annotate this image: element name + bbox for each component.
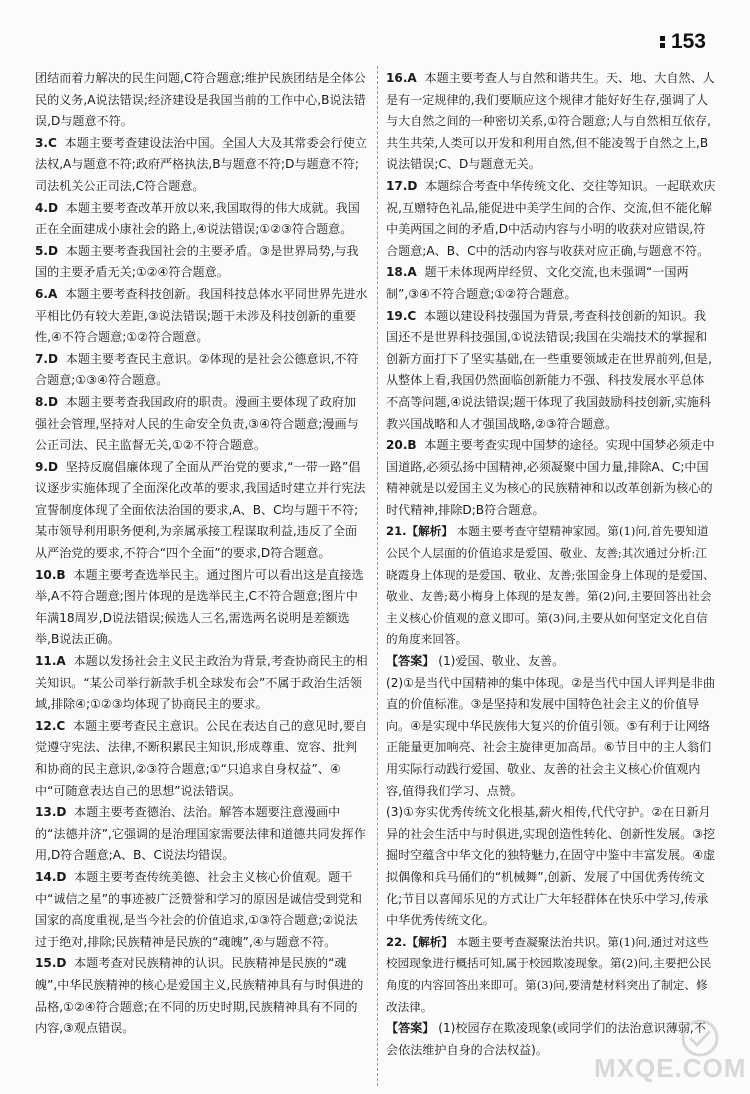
answer-text: 本题主要考查人与自然和谐共生。天、地、大自然、人是有一定规律的,我们要顺应这个规律才能好好生存,强调了人与大自然之间的一种密切关系,①符合题意;人与自然相互依存,共生共荣,人类可以开发和利用自然,但不能凌驾于自然之上,B说法错误;C、D与题意无关。 [386,71,715,172]
page-marker-icon [660,35,665,49]
answer-text: (1)爱国、敬业、友善。 (2)①是当代中国精神的集中体现。②是当代中国人评判是非曲直的价值标准。③是坚持和发展中国特色社会主义的价值导向。④是实现中华民族伟大复兴的价值引领。⑤有利于让网络正能量更加响亮、社会主旋律更加高昂。⑥节目中的主人翁们用实际行动践行爱国、敬业、友善的社会主义核心价值观内容,值得我们学习、点赞。 (3)①夯实优秀传统文化根基,薪火相传,代代守护。②在日新月异的社会生活中与时俱进,实现创造性转化、创新性发展。③挖掘时空蕴含中华文化的独特魅力,在固守中鉴中丰富发展。④虚拟偶像和兵马俑们的“机械舞”,创新、发展了中国优秀传统文化;节目以喜闻乐见的方式让广大年轻群体在快乐中学习,传承中华优秀传统文化。 [386,654,716,928]
answer-text: 本题以建设科技强国为背景,考查科技创新的知识。我国还不是世界科技强国,①说法错误;我国在尖端技术的掌握和创新方面打下了坚实基础,在一些重要领域走在世界前列,但是,从整体上看,我国仍然面临创新能力不强、科技发展水平总体不高等问题,④说法错误;题干体现了我国鼓励科技创新,实施科教兴国战略和人才强国战略,②③符合题意。 [386,308,712,431]
analysis-text: 本题主要考查凝聚法治共识。第(1)问,通过对这些校园现象进行概括可知,属于校园欺凌现象。第(2)问,主要把公民角度的内容回答出来即可。第(3)问,要清楚材料突出了制定、修改法律。 [386,934,712,1014]
answer-item [35,565,368,651]
q21-analysis [386,521,716,651]
answer-number: 19.C [386,308,417,323]
answer-text: 本题主要考查选举民主。通过图片可以看出这是直接选举,A不符合题意;图片体现的是选举民主,C不符合题意;图片中年满18周岁,D说法错误;候选人三名,需选两名说明是差额选举,B说法正确。 [35,567,364,647]
answer-circle-logo-icon [670,1018,730,1058]
watermark-text: MXQE.COM [594,1053,747,1083]
answer-number: 17.D [386,178,418,193]
answer-text: 本题主要考查实现中国梦的途径。实现中国梦必须走中国道路,必须弘扬中国精神,必须凝聚中国力量,排除A、C;中国精神就是以爱国主义为核心的民族精神和以改革创新为核心的时代精神,排除D;B符合题意。 [386,438,715,517]
answer-number: 12.C [35,718,66,733]
answer-item [35,241,368,284]
answer-text: 本题主要考查改革开放以来,我国取得的伟大成就。我国正在全面建成小康社会的路上,④说法错误;①②③符合题意。 [35,200,360,237]
answer-number: 16.A [386,71,417,85]
answer-text: 团结而着力解决的民生问题,C符合题意;维护民族团结是全体公民的义务,A说法错误;经济建设是我国当前的工作中心,B说法错误,D与题意不符。 [35,71,366,129]
answer-item [35,133,368,198]
answer-tag: 【答案】 [386,654,435,669]
answer-item [35,802,368,867]
answer-number: 15.D [35,956,67,971]
answer-item [386,176,716,262]
answer-item [35,716,368,802]
answer-item [35,349,368,392]
answer-item [35,392,368,457]
left-column [35,68,368,1061]
answer-number: 21. [386,524,407,539]
answer-number: 7.D [35,351,59,366]
answer-item [35,1040,368,1062]
analysis-tag: 【解析】 [406,524,453,539]
answer-number: 18.A [386,265,417,280]
answer-item [35,284,368,349]
answer-number: 13.D [35,805,67,820]
answer-number: 6.A [35,286,58,301]
answer-text: 本题主要考查民主意识。公民在表达自己的意见时,要自觉遵守宪法、法律,不断积累民主知识,形成尊重、宽容、批判和协商的民主意识,②③符合题意;①“只追求自身权益”、④中“可随意表达自己的思想”说法错误。 [35,718,368,798]
answer-number: 3.C [35,135,57,150]
answer-item [386,262,716,305]
answer-number: 9.D [35,459,59,474]
answer-number: 10.B [35,567,66,582]
answer-number: 11.A [35,654,66,669]
answer-text: 本题以发扬社会主义民主政治为背景,考查协商民主的相关知识。“某公司举行新款手机全球发布会”不属于政治生活领域,排除④;①②③均体现了协商民主的要求。 [35,654,368,712]
answer-text: 本题考查对民族精神的认识。民族精神是民族的“魂魄”,中华民族精神的核心是爱国主义,民族精神具有与时俱进的品格,①②④符合题意;在不同的历史时期,民族精神具有不同的内容,③观点错误。 [35,956,364,1036]
answer-text: 本题主要考查我国社会的主要矛盾。③是世界局势,与我国的主要矛盾无关;①②④符合题意。 [35,243,359,280]
q21-answer [386,651,716,932]
answer-text: 题干未体现两岸经贸、文化交流,也未强调“一国两制”,③④不符合题意;①②符合题意。 [386,265,689,301]
answer-item [386,435,716,521]
q22-analysis [386,932,716,1018]
answer-item [35,651,368,716]
answer-tag: 【答案】 [386,1021,435,1036]
answer-text: 本题主要考查传统美德、社会主义核心价值观。题干中“诚信之星”的事迹被广泛赞誉和学习的原因是诚信受到党和国家的高度重视,是当今社会的价值追求,①③符合题意;②说法过于绝对,排除;民族精神是民族的“魂魄”,④与题意不符。 [35,869,362,949]
right-column [386,68,716,1061]
answer-text: 本题主要考查科技创新。我国科技总体水平同世界先进水平相比仍有较大差距,③说法错误;题干未涉及科技创新的重要性,④不符合题意;①②符合题意。 [35,286,368,345]
page-number-text: 153 [670,30,706,53]
answer-item [35,867,368,953]
answer-text: 本题主要考查建设法治中国。全国人大及其常委会行使立法权,A与题意不符;政府严格执法,B与题意不符;D与题意不符;司法机关公正司法,C符合题意。 [35,135,367,193]
answer-text: 本题主要考查民主意识。②体现的是社会公德意识,不符合题意;①③④符合题意。 [35,351,359,388]
answer-number: 22. [386,934,407,949]
answer-text: 本题主要考查我国政府的职责。漫画主要体现了政府加强社会管理,坚持对人民的生命安全负责,③④符合题意;漫画与公正司法、民主监督无关,①②不符合题意。 [35,394,359,453]
answer-number: 4.D [35,200,59,215]
answer-text: 本题综合考查中华传统文化、交往等知识。一起联欢庆祝,互赠特色礼品,能促进中美学生间的合作、交流,但不能化解中美两国之间的矛盾,D中活动内容与小明的收获对应错误,符合题意;A、B、C中的活动内容与收获对应正确,与题意不符。 [386,178,716,258]
watermark [586,1018,747,1088]
answer-text: (1)校园存在欺凌现象(或同学们的法治意识薄弱,不会依法维护自身的合法权益)。 [386,1021,706,1057]
answer-item [386,306,716,436]
answer-item [35,953,368,1039]
answer-number: 14.D [35,869,67,884]
analysis-tag: 【解析】 [406,934,453,949]
answer-number: 5.D [35,243,59,258]
answer-item [35,198,368,241]
answer-text: 坚持反腐倡廉体现了全面从严治党的要求,“一带一路”倡议逐步实施体现了全面深化改革的要求,我国适时建立并行宪法宣誓制度体现了全面依法治国的要求,A、B、C均与题干不符;某市领导利用职务便利,为亲属承接工程谋取利益,违反了全面从严治党的要求,不符合“四个全面”的要求,D符合题意。 [35,459,366,561]
answer-number: 8.D [35,394,59,409]
answer-text: 本题主要考查德治、法治。解答本题要注意漫画中的“法德并济”,它强调的是治理国家需要法律和道德共同发挥作用,D符合题意;A、B、C说法均错误。 [35,805,366,863]
answer-item [35,457,368,565]
answer-number: 20.B [386,438,417,453]
column-divider [377,66,378,1086]
page-number [660,30,706,54]
answer-item [386,68,716,176]
analysis-text: 本题主要考查守望精神家园。第(1)问,首先要知道公民个人层面的价值追求是爱国、敬业、友善;其次通过分析:江晓霞身上体现的是爱国、敬业、友善;张国金身上体现的是爱国、敬业、友善;葛小梅身上体现的是友善。第(2)问,主要回答出社会主义核心价值观的意义即可。第(3)问,主要从如何坚定文化自信的角度来回答。 [386,524,715,647]
answer-item [35,68,368,133]
